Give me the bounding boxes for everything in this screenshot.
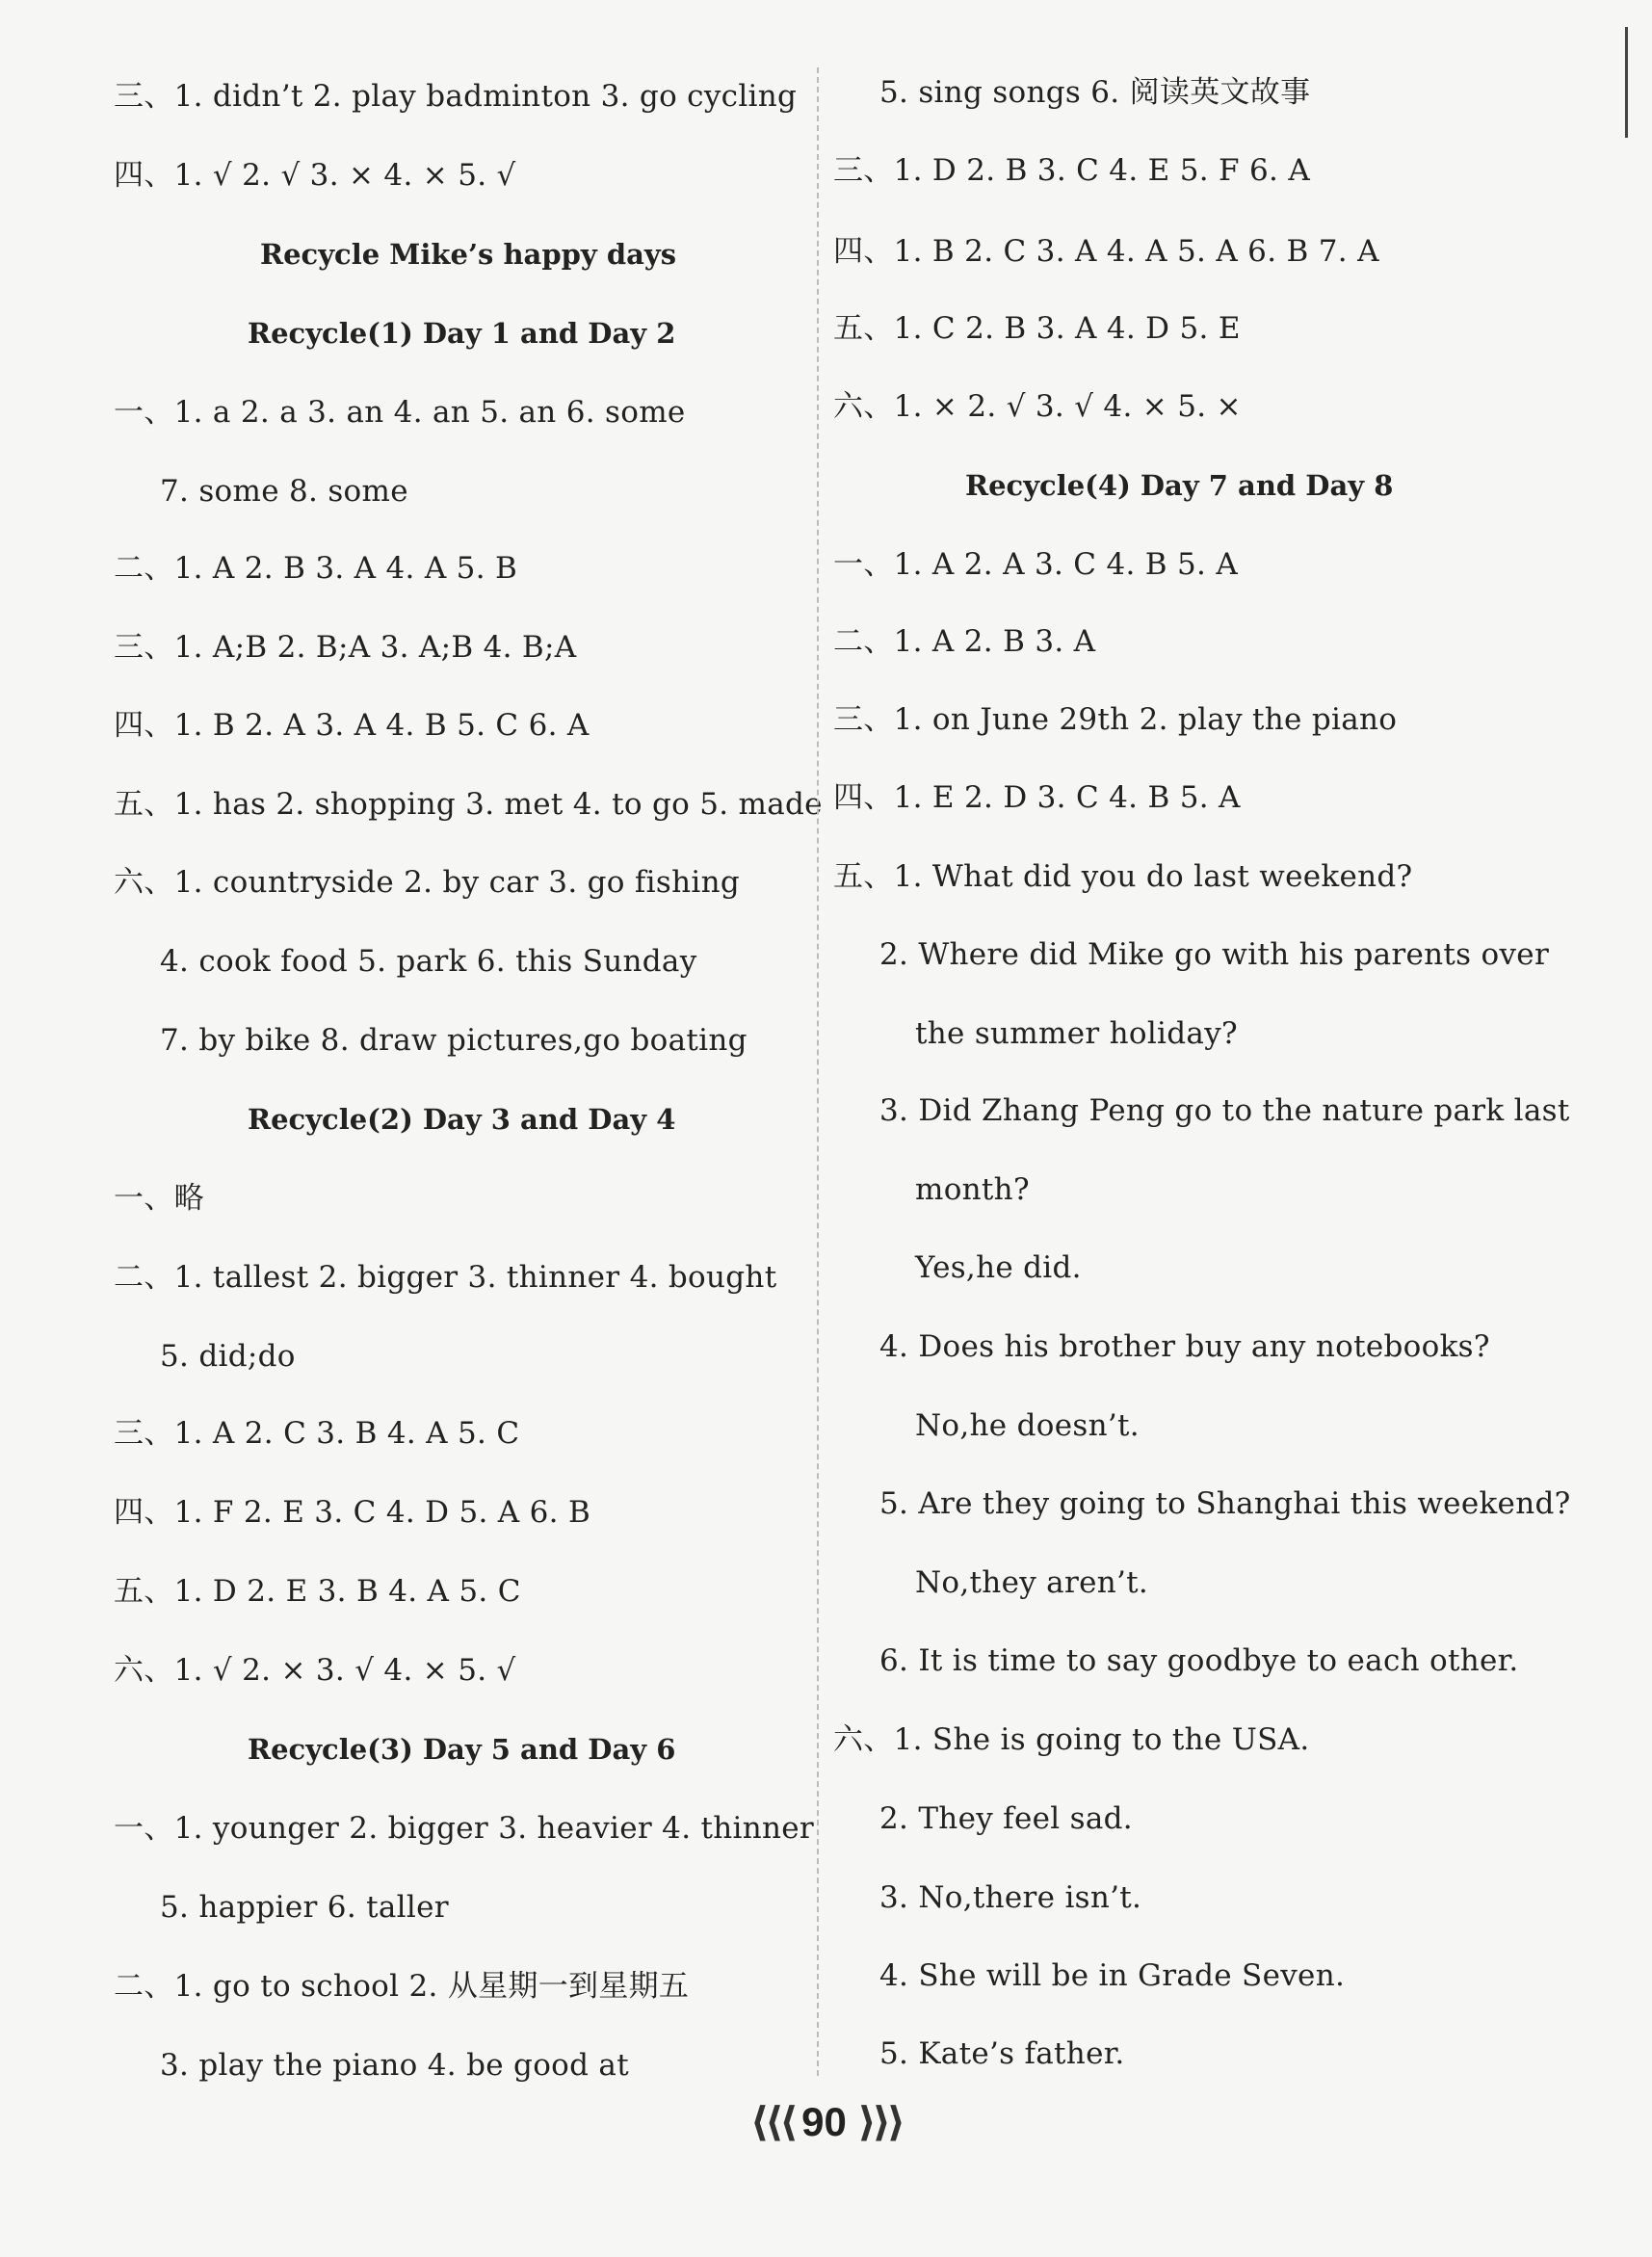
section-heading: Recycle Mike’s happy days bbox=[260, 238, 677, 271]
answer-line: No,he doesn’t. bbox=[915, 1408, 1140, 1443]
answer-line: 5. sing songs 6. 阅读英文故事 bbox=[879, 75, 1311, 110]
answer-line: 3. Did Zhang Peng go to the nature park last bbox=[879, 1093, 1570, 1128]
answer-line: 二、1. A 2. B 3. A 4. A 5. B bbox=[114, 551, 518, 586]
answer-line: month? bbox=[915, 1172, 1030, 1207]
page-number-value: 90 bbox=[801, 2099, 847, 2144]
answer-line: 二、1. A 2. B 3. A bbox=[833, 624, 1096, 659]
answer-line: 三、1. didn’t 2. play badminton 3. go cycling bbox=[114, 79, 798, 114]
answer-line: 三、1. A;B 2. B;A 3. A;B 4. B;A bbox=[114, 630, 577, 665]
answer-line: 四、1. B 2. A 3. A 4. B 5. C 6. A bbox=[114, 708, 590, 743]
answer-line: 3. play the piano 4. be good at bbox=[160, 2048, 629, 2083]
column-divider bbox=[817, 67, 819, 2076]
answer-line: 五、1. C 2. B 3. A 4. D 5. E bbox=[833, 311, 1241, 346]
answer-line: 二、1. go to school 2. 从星期一到星期五 bbox=[114, 1969, 690, 2004]
answer-line: 一、1. A 2. A 3. C 4. B 5. A bbox=[833, 547, 1239, 582]
answer-line: 5. did;do bbox=[160, 1339, 296, 1374]
answer-line: 六、1. × 2. √ 3. √ 4. × 5. × bbox=[833, 389, 1242, 424]
section-heading: Recycle(1) Day 1 and Day 2 bbox=[248, 317, 676, 350]
answer-line: Yes,he did. bbox=[915, 1250, 1082, 1285]
answer-line: 六、1. She is going to the USA. bbox=[833, 1722, 1310, 1757]
answer-line: 四、1. E 2. D 3. C 4. B 5. A bbox=[833, 780, 1241, 815]
answer-line: 六、1. countryside 2. by car 3. go fishing bbox=[114, 865, 740, 900]
answer-line: 四、1. B 2. C 3. A 4. A 5. A 6. B 7. A bbox=[833, 234, 1379, 269]
answer-line: 一、1. a 2. a 3. an 4. an 5. an 6. some bbox=[114, 395, 686, 430]
page-number bbox=[0, 2098, 1652, 2145]
answer-line: 四、1. √ 2. √ 3. × 4. × 5. √ bbox=[114, 158, 516, 193]
answer-line: the summer holiday? bbox=[915, 1016, 1238, 1051]
section-heading: Recycle(4) Day 7 and Day 8 bbox=[965, 469, 1394, 502]
answer-line: 一、1. younger 2. bigger 3. heavier 4. thinner bbox=[114, 1811, 815, 1846]
section-heading: Recycle(3) Day 5 and Day 6 bbox=[248, 1733, 676, 1766]
answer-line: 5. Kate’s father. bbox=[879, 2036, 1125, 2071]
answer-line: 6. It is time to say goodbye to each other. bbox=[879, 1643, 1519, 1678]
answer-line: 4. She will be in Grade Seven. bbox=[879, 1958, 1346, 1993]
right-chevrons-icon: ⟩⟩⟩ bbox=[857, 2099, 903, 2144]
left-chevrons-icon: ⟨⟨⟨ bbox=[749, 2099, 802, 2144]
answer-line: 5. Are they going to Shanghai this weekend? bbox=[879, 1486, 1571, 1521]
answer-line: 二、1. tallest 2. bigger 3. thinner 4. bought bbox=[114, 1260, 777, 1295]
answer-line: 三、1. D 2. B 3. C 4. E 5. F 6. A bbox=[833, 153, 1311, 188]
answer-line: 4. Does his brother buy any notebooks? bbox=[879, 1329, 1490, 1364]
answer-line: 5. happier 6. taller bbox=[160, 1890, 449, 1925]
answer-line: 四、1. F 2. E 3. C 4. D 5. A 6. B bbox=[114, 1495, 591, 1530]
page-edge-line bbox=[1625, 27, 1628, 138]
section-heading: Recycle(2) Day 3 and Day 4 bbox=[248, 1103, 676, 1136]
answer-line: 三、1. on June 29th 2. play the piano bbox=[833, 702, 1398, 737]
answer-line: 2. Where did Mike go with his parents over bbox=[879, 937, 1550, 972]
answer-line: 7. some 8. some bbox=[160, 474, 408, 509]
answer-line: 7. by bike 8. draw pictures,go boating bbox=[160, 1023, 747, 1058]
answer-line: 3. No,there isn’t. bbox=[879, 1880, 1142, 1915]
answer-line: 4. cook food 5. park 6. this Sunday bbox=[160, 944, 697, 979]
answer-line: 五、1. What did you do last weekend? bbox=[833, 859, 1413, 894]
answer-line: 三、1. A 2. C 3. B 4. A 5. C bbox=[114, 1416, 520, 1451]
answer-line: 一、略 bbox=[114, 1181, 204, 1216]
answer-line: 五、1. has 2. shopping 3. met 4. to go 5. made bbox=[114, 787, 823, 822]
answer-line: 六、1. √ 2. × 3. √ 4. × 5. √ bbox=[114, 1653, 516, 1688]
answer-line: No,they aren’t. bbox=[915, 1565, 1149, 1600]
answer-line: 2. They feel sad. bbox=[879, 1801, 1133, 1836]
answer-line: 五、1. D 2. E 3. B 4. A 5. C bbox=[114, 1574, 521, 1609]
